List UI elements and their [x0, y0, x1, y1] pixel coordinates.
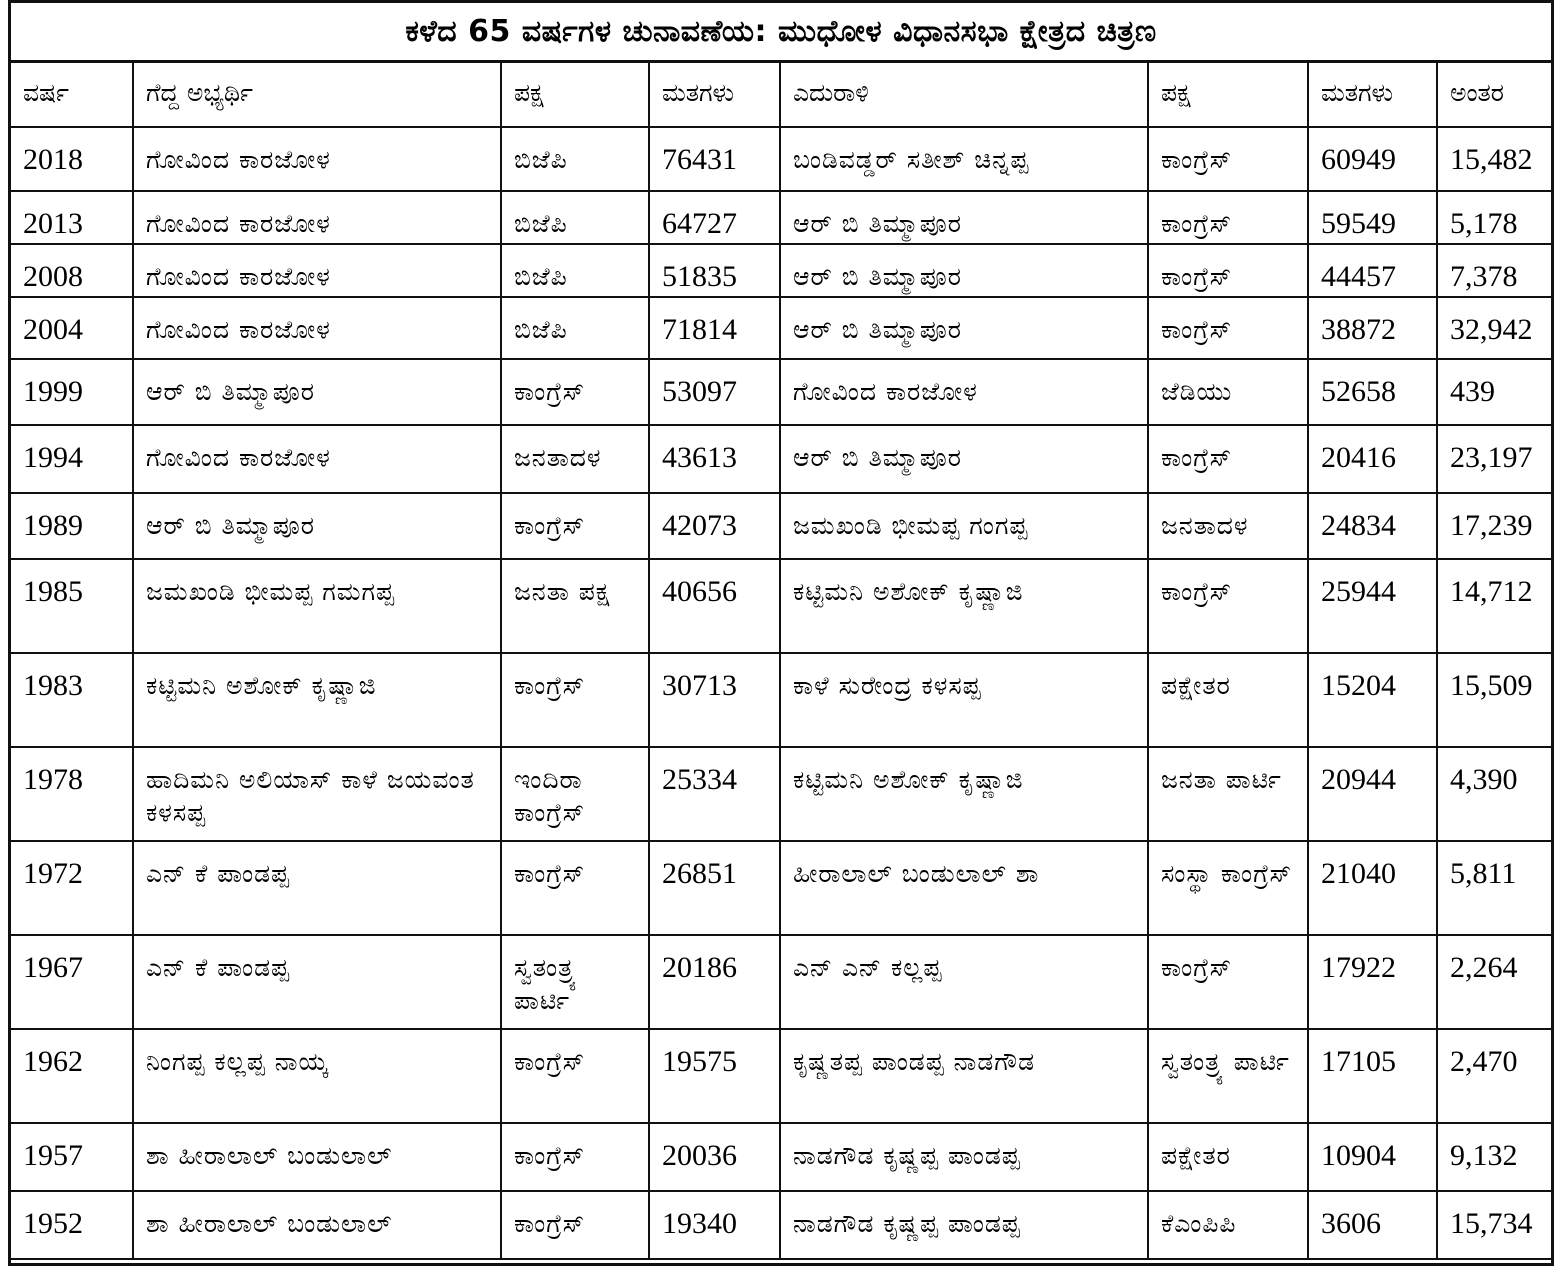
year-cell: 1989: [11, 493, 133, 559]
table-row: [11, 747, 1551, 841]
winner-cell: ಶಾ ಹೀರಾಲಾಲ್ ಬಂಡುಲಾಲ್: [133, 1191, 501, 1259]
winner-cell: ಕಟ್ಟಿಮನಿ ಅಶೋಕ್ ಕೃಷ್ಣಾಜಿ: [133, 653, 501, 747]
table-row: [11, 244, 1551, 297]
opponent-votes-cell: 52658: [1308, 359, 1437, 425]
opponent-votes-cell: 38872: [1308, 297, 1437, 359]
header-margin: ಅಂತರ: [1437, 63, 1551, 127]
opponent-cell: ಆರ್ ಬಿ ತಿಮ್ಮಾಪೂರ: [780, 191, 1148, 244]
opponent-cell: ನಾಡಗೌಡ ಕೃಷ್ಣಪ್ಪ ಪಾಂಡಪ್ಪ: [780, 1123, 1148, 1191]
year-cell: 2013: [11, 191, 133, 244]
winner-cell: ಜಮಖಂಡಿ ಭೀಮಪ್ಪ ಗಮಗಪ್ಪ: [133, 559, 501, 653]
winner-party-cell: ಕಾಂಗ್ರೆಸ್: [501, 493, 649, 559]
table-row: [11, 127, 1551, 191]
winner-party-cell: ಕಾಂಗ್ರೆಸ್: [501, 1123, 649, 1191]
opponent-votes-cell: 15204: [1308, 653, 1437, 747]
opponent-votes-cell: 21040: [1308, 841, 1437, 935]
winner-votes-cell: 26851: [649, 841, 780, 935]
opponent-party-cell: ಕಾಂಗ್ರೆಸ್: [1148, 127, 1308, 191]
winner-party-cell: ಕಾಂಗ್ರೆಸ್: [501, 1029, 649, 1123]
margin-cell: 2,470: [1437, 1029, 1551, 1123]
header-winner-votes: ಮತಗಳು: [649, 63, 780, 127]
table-row: [11, 1191, 1551, 1259]
winner-party-cell: ಕಾಂಗ್ರೆಸ್: [501, 359, 649, 425]
opponent-votes-cell: 10904: [1308, 1123, 1437, 1191]
opponent-party-cell: ಪಕ್ಷೇತರ: [1148, 1123, 1308, 1191]
year-cell: 1978: [11, 747, 133, 841]
year-cell: 1985: [11, 559, 133, 653]
winner-votes-cell: 76431: [649, 127, 780, 191]
opponent-party-cell: ಕೆಎಂಪಿಪಿ: [1148, 1191, 1308, 1259]
header-opponent-party: ಪಕ್ಷ: [1148, 63, 1308, 127]
opponent-votes-cell: 59549: [1308, 191, 1437, 244]
opponent-cell: ಕಾಳೆ ಸುರೇಂದ್ರ ಕಳಸಪ್ಪ: [780, 653, 1148, 747]
year-cell: 1999: [11, 359, 133, 425]
margin-cell: 17,239: [1437, 493, 1551, 559]
table-title: ಕಳೆದ 65 ವರ್ಷಗಳ ಚುನಾವಣೆಯ: ಮುಧೋಳ ವಿಧಾನಸಭಾ ಕ್ಷೇತ್ರದ ಚಿತ್ರಣ: [11, 3, 1551, 63]
opponent-cell: ಬಂಡಿವಡ್ಡರ್ ಸತೀಶ್ ಚಿನ್ನಪ್ಪ: [780, 127, 1148, 191]
year-cell: 2008: [11, 244, 133, 297]
header-opponent: ಎದುರಾಳಿ: [780, 63, 1148, 127]
results-table-frame: [8, 0, 1554, 1266]
opponent-party-cell: ಕಾಂಗ್ರೆಸ್: [1148, 244, 1308, 297]
opponent-cell: ಎನ್ ಎನ್ ಕಲ್ಲಪ್ಪ: [780, 935, 1148, 1029]
winner-party-cell: ಬಿಜೆಪಿ: [501, 244, 649, 297]
margin-cell: 2,264: [1437, 935, 1551, 1029]
opponent-votes-cell: 17922: [1308, 935, 1437, 1029]
opponent-cell: ಗೋವಿಂದ ಕಾರಜೋಳ: [780, 359, 1148, 425]
opponent-cell: ಹೀರಾಲಾಲ್ ಬಂಡುಲಾಲ್ ಶಾ: [780, 841, 1148, 935]
election-results-table: [11, 63, 1551, 1260]
winner-party-cell: ಕಾಂಗ್ರೆಸ್: [501, 1191, 649, 1259]
year-cell: 1972: [11, 841, 133, 935]
table-row: [11, 425, 1551, 493]
margin-cell: 15,734: [1437, 1191, 1551, 1259]
table-row: [11, 559, 1551, 653]
winner-party-cell: ಕಾಂಗ್ರೆಸ್: [501, 653, 649, 747]
margin-cell: 5,811: [1437, 841, 1551, 935]
opponent-cell: ಕಟ್ಟಿಮನಿ ಅಶೋಕ್ ಕೃಷ್ಣಾಜಿ: [780, 747, 1148, 841]
table-row: [11, 359, 1551, 425]
header-winner: ಗೆದ್ದ ಅಭ್ಯರ್ಥಿ: [133, 63, 501, 127]
margin-cell: 9,132: [1437, 1123, 1551, 1191]
margin-cell: 15,509: [1437, 653, 1551, 747]
table-row: [11, 1029, 1551, 1123]
opponent-party-cell: ಸಂಸ್ಥಾ ಕಾಂಗ್ರೆಸ್: [1148, 841, 1308, 935]
margin-cell: 4,390: [1437, 747, 1551, 841]
year-cell: 2004: [11, 297, 133, 359]
opponent-party-cell: ಜನತಾ ಪಾರ್ಟಿ: [1148, 747, 1308, 841]
winner-cell: ಹಾದಿಮನಿ ಅಲಿಯಾಸ್ ಕಾಳೆ ಜಯವಂತ ಕಳಸಪ್ಪ: [133, 747, 501, 841]
winner-votes-cell: 64727: [649, 191, 780, 244]
opponent-cell: ಆರ್ ಬಿ ತಿಮ್ಮಾಪೂರ: [780, 244, 1148, 297]
opponent-party-cell: ಸ್ವತಂತ್ರ್ಯ ಪಾರ್ಟಿ: [1148, 1029, 1308, 1123]
opponent-cell: ನಾಡಗೌಡ ಕೃಷ್ಣಪ್ಪ ಪಾಂಡಪ್ಪ: [780, 1191, 1148, 1259]
margin-cell: 23,197: [1437, 425, 1551, 493]
winner-party-cell: ಇಂದಿರಾ ಕಾಂಗ್ರೆಸ್: [501, 747, 649, 841]
opponent-party-cell: ಕಾಂಗ್ರೆಸ್: [1148, 935, 1308, 1029]
winner-cell: ಎನ್ ಕೆ ಪಾಂಡಪ್ಪ: [133, 841, 501, 935]
winner-votes-cell: 40656: [649, 559, 780, 653]
opponent-cell: ಜಮಖಂಡಿ ಭೀಮಪ್ಪ ಗಂಗಪ್ಪ: [780, 493, 1148, 559]
winner-cell: ಶಾ ಹೀರಾಲಾಲ್ ಬಂಡುಲಾಲ್: [133, 1123, 501, 1191]
winner-party-cell: ಕಾಂಗ್ರೆಸ್: [501, 841, 649, 935]
opponent-party-cell: ಕಾಂಗ್ರೆಸ್: [1148, 425, 1308, 493]
opponent-votes-cell: 3606: [1308, 1191, 1437, 1259]
opponent-party-cell: ಕಾಂಗ್ರೆಸ್: [1148, 559, 1308, 653]
year-cell: 1967: [11, 935, 133, 1029]
year-cell: 1957: [11, 1123, 133, 1191]
opponent-party-cell: ಕಾಂಗ್ರೆಸ್: [1148, 191, 1308, 244]
winner-party-cell: ಬಿಜೆಪಿ: [501, 127, 649, 191]
header-winner-party: ಪಕ್ಷ: [501, 63, 649, 127]
winner-votes-cell: 20036: [649, 1123, 780, 1191]
winner-cell: ಎನ್ ಕೆ ಪಾಂಡಪ್ಪ: [133, 935, 501, 1029]
opponent-votes-cell: 17105: [1308, 1029, 1437, 1123]
table-row: [11, 191, 1551, 244]
winner-party-cell: ಬಿಜೆಪಿ: [501, 191, 649, 244]
winner-votes-cell: 25334: [649, 747, 780, 841]
header-year: ವರ್ಷ: [11, 63, 133, 127]
opponent-party-cell: ಜನತಾದಳ: [1148, 493, 1308, 559]
winner-cell: ಆರ್ ಬಿ ತಿಮ್ಮಾಪೂರ: [133, 359, 501, 425]
year-cell: 1962: [11, 1029, 133, 1123]
year-cell: 2018: [11, 127, 133, 191]
opponent-cell: ಕೃಷ್ಣತಪ್ಪ ಪಾಂಡಪ್ಪ ನಾಡಗೌಡ: [780, 1029, 1148, 1123]
opponent-votes-cell: 24834: [1308, 493, 1437, 559]
margin-cell: 7,378: [1437, 244, 1551, 297]
winner-votes-cell: 20186: [649, 935, 780, 1029]
margin-cell: 32,942: [1437, 297, 1551, 359]
margin-cell: 5,178: [1437, 191, 1551, 244]
winner-cell: ನಿಂಗಪ್ಪ ಕಲ್ಲಪ್ಪ ನಾಯ್ಕ: [133, 1029, 501, 1123]
opponent-votes-cell: 25944: [1308, 559, 1437, 653]
table-row: [11, 841, 1551, 935]
winner-party-cell: ಜನತಾದಳ: [501, 425, 649, 493]
winner-votes-cell: 43613: [649, 425, 780, 493]
year-cell: 1994: [11, 425, 133, 493]
margin-cell: 15,482: [1437, 127, 1551, 191]
winner-votes-cell: 19340: [649, 1191, 780, 1259]
winner-cell: ಗೋವಿಂದ ಕಾರಜೋಳ: [133, 127, 501, 191]
winner-party-cell: ಜನತಾ ಪಕ್ಷ: [501, 559, 649, 653]
winner-cell: ಗೋವಿಂದ ಕಾರಜೋಳ: [133, 297, 501, 359]
opponent-party-cell: ಕಾಂಗ್ರೆಸ್: [1148, 297, 1308, 359]
table-row: [11, 297, 1551, 359]
winner-cell: ಗೋವಿಂದ ಕಾರಜೋಳ: [133, 244, 501, 297]
table-row: [11, 1123, 1551, 1191]
opponent-party-cell: ಜೆಡಿಯು: [1148, 359, 1308, 425]
year-cell: 1952: [11, 1191, 133, 1259]
winner-votes-cell: 30713: [649, 653, 780, 747]
winner-cell: ಆರ್ ಬಿ ತಿಮ್ಮಾಪೂರ: [133, 493, 501, 559]
year-cell: 1983: [11, 653, 133, 747]
winner-votes-cell: 42073: [649, 493, 780, 559]
winner-votes-cell: 19575: [649, 1029, 780, 1123]
winner-cell: ಗೋವಿಂದ ಕಾರಜೋಳ: [133, 425, 501, 493]
header-opponent-votes: ಮತಗಳು: [1308, 63, 1437, 127]
winner-cell: ಗೋವಿಂದ ಕಾರಜೋಳ: [133, 191, 501, 244]
opponent-votes-cell: 60949: [1308, 127, 1437, 191]
header-row: [11, 63, 1551, 127]
opponent-cell: ಆರ್ ಬಿ ತಿಮ್ಮಾಪೂರ: [780, 297, 1148, 359]
opponent-cell: ಕಟ್ಟಿಮನಿ ಅಶೋಕ್ ಕೃಷ್ಣಾಜಿ: [780, 559, 1148, 653]
margin-cell: 14,712: [1437, 559, 1551, 653]
margin-cell: 439: [1437, 359, 1551, 425]
opponent-cell: ಆರ್ ಬಿ ತಿಮ್ಮಾಪೂರ: [780, 425, 1148, 493]
winner-votes-cell: 53097: [649, 359, 780, 425]
opponent-party-cell: ಪಕ್ಷೇತರ: [1148, 653, 1308, 747]
opponent-votes-cell: 20416: [1308, 425, 1437, 493]
winner-party-cell: ಸ್ವತಂತ್ರ್ಯ ಪಾರ್ಟಿ: [501, 935, 649, 1029]
table-row: [11, 653, 1551, 747]
opponent-votes-cell: 20944: [1308, 747, 1437, 841]
winner-votes-cell: 71814: [649, 297, 780, 359]
table-row: [11, 493, 1551, 559]
opponent-votes-cell: 44457: [1308, 244, 1437, 297]
table-row: [11, 935, 1551, 1029]
winner-party-cell: ಬಿಜೆಪಿ: [501, 297, 649, 359]
winner-votes-cell: 51835: [649, 244, 780, 297]
